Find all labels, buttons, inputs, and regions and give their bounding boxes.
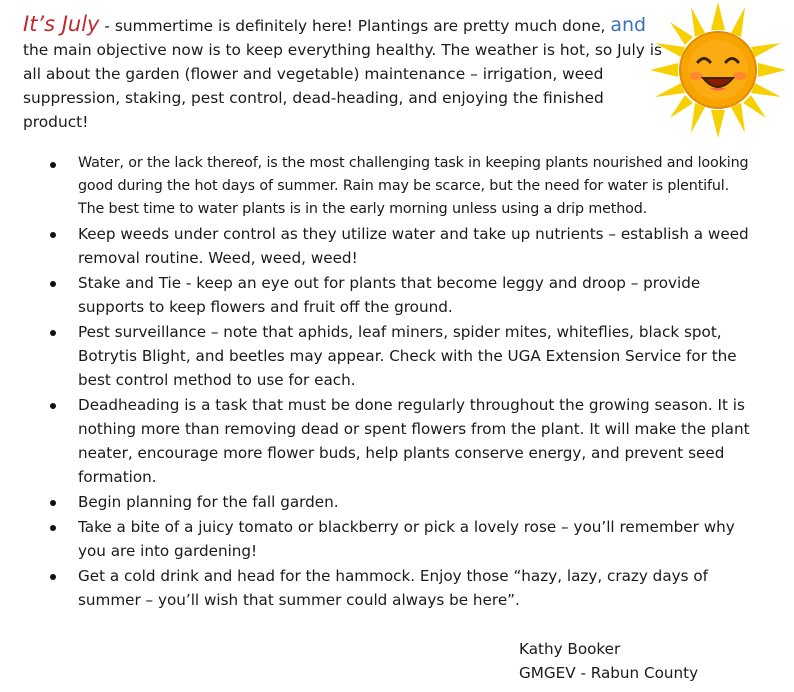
tips-list (0, 152, 794, 613)
bullet-dot (50, 232, 56, 238)
author-org: GMGEV - Rabun County (519, 664, 699, 682)
intro-text-part1: - summertime is definitely here! Plantings are pretty much done, (99, 17, 611, 35)
intro-and-word: and (610, 14, 647, 36)
list-item: Pest surveillance – note that aphids, leaf miners, spider mites, whiteflies, black spot, Botrytis Blight, and beetles may appear. Check with the UGA Extension Service for the best control method to use for each. (0, 320, 794, 392)
list-item: Begin planning for the fall garden. (0, 490, 794, 514)
bullet-dot (50, 500, 56, 506)
intro-paragraph (23, 12, 663, 134)
bullet-dot (50, 162, 56, 168)
list-item: Keep weeds under control as they utilize water and take up nutrients – establish a weed removal routine. Weed, weed, weed! (0, 222, 794, 270)
intro-text-part2: the main objective now is to keep everything healthy. The weather is hot, so July is all about the garden (flower and vegetable) maintenance – irrigation, weed suppression, staking, pest control, dead-heading, and enjoying the finished product! (23, 41, 663, 131)
list-item: Deadheading is a task that must be done regularly throughout the growing season. It is nothing more than removing dead or spent flowers from the plant. It will make the plant neater, encourage more flower buds, help plants conserve energy, and prevent seed formation. (0, 393, 794, 489)
bullet-dot (50, 574, 56, 580)
author-name: Kathy Booker (519, 640, 621, 658)
smiling-sun-icon (648, 0, 788, 140)
bullet-dot (50, 525, 56, 531)
list-item: Water, or the lack thereof, is the most challenging task in keeping plants nourished and looking good during the hot days of summer. Rain may be scarce, but the need for water is plentiful. The best time to water plants is in the early morning unless using a drip method. (0, 152, 794, 221)
bullet-dot (50, 403, 56, 409)
list-item: Get a cold drink and head for the hammock. Enjoy those “hazy, lazy, crazy days of summer – you’ll wish that summer could always be here”. (0, 564, 794, 612)
list-item: Take a bite of a juicy tomato or blackberry or pick a lovely rose – you’ll remember why you are into gardening! (0, 515, 794, 563)
intro-heading: It’s July (23, 12, 100, 36)
signature-block (519, 637, 698, 685)
list-item: Stake and Tie - keep an eye out for plants that become leggy and droop – provide supports to keep flowers and fruit off the ground. (0, 271, 794, 319)
bullet-dot (50, 281, 56, 287)
bullet-dot (50, 330, 56, 336)
